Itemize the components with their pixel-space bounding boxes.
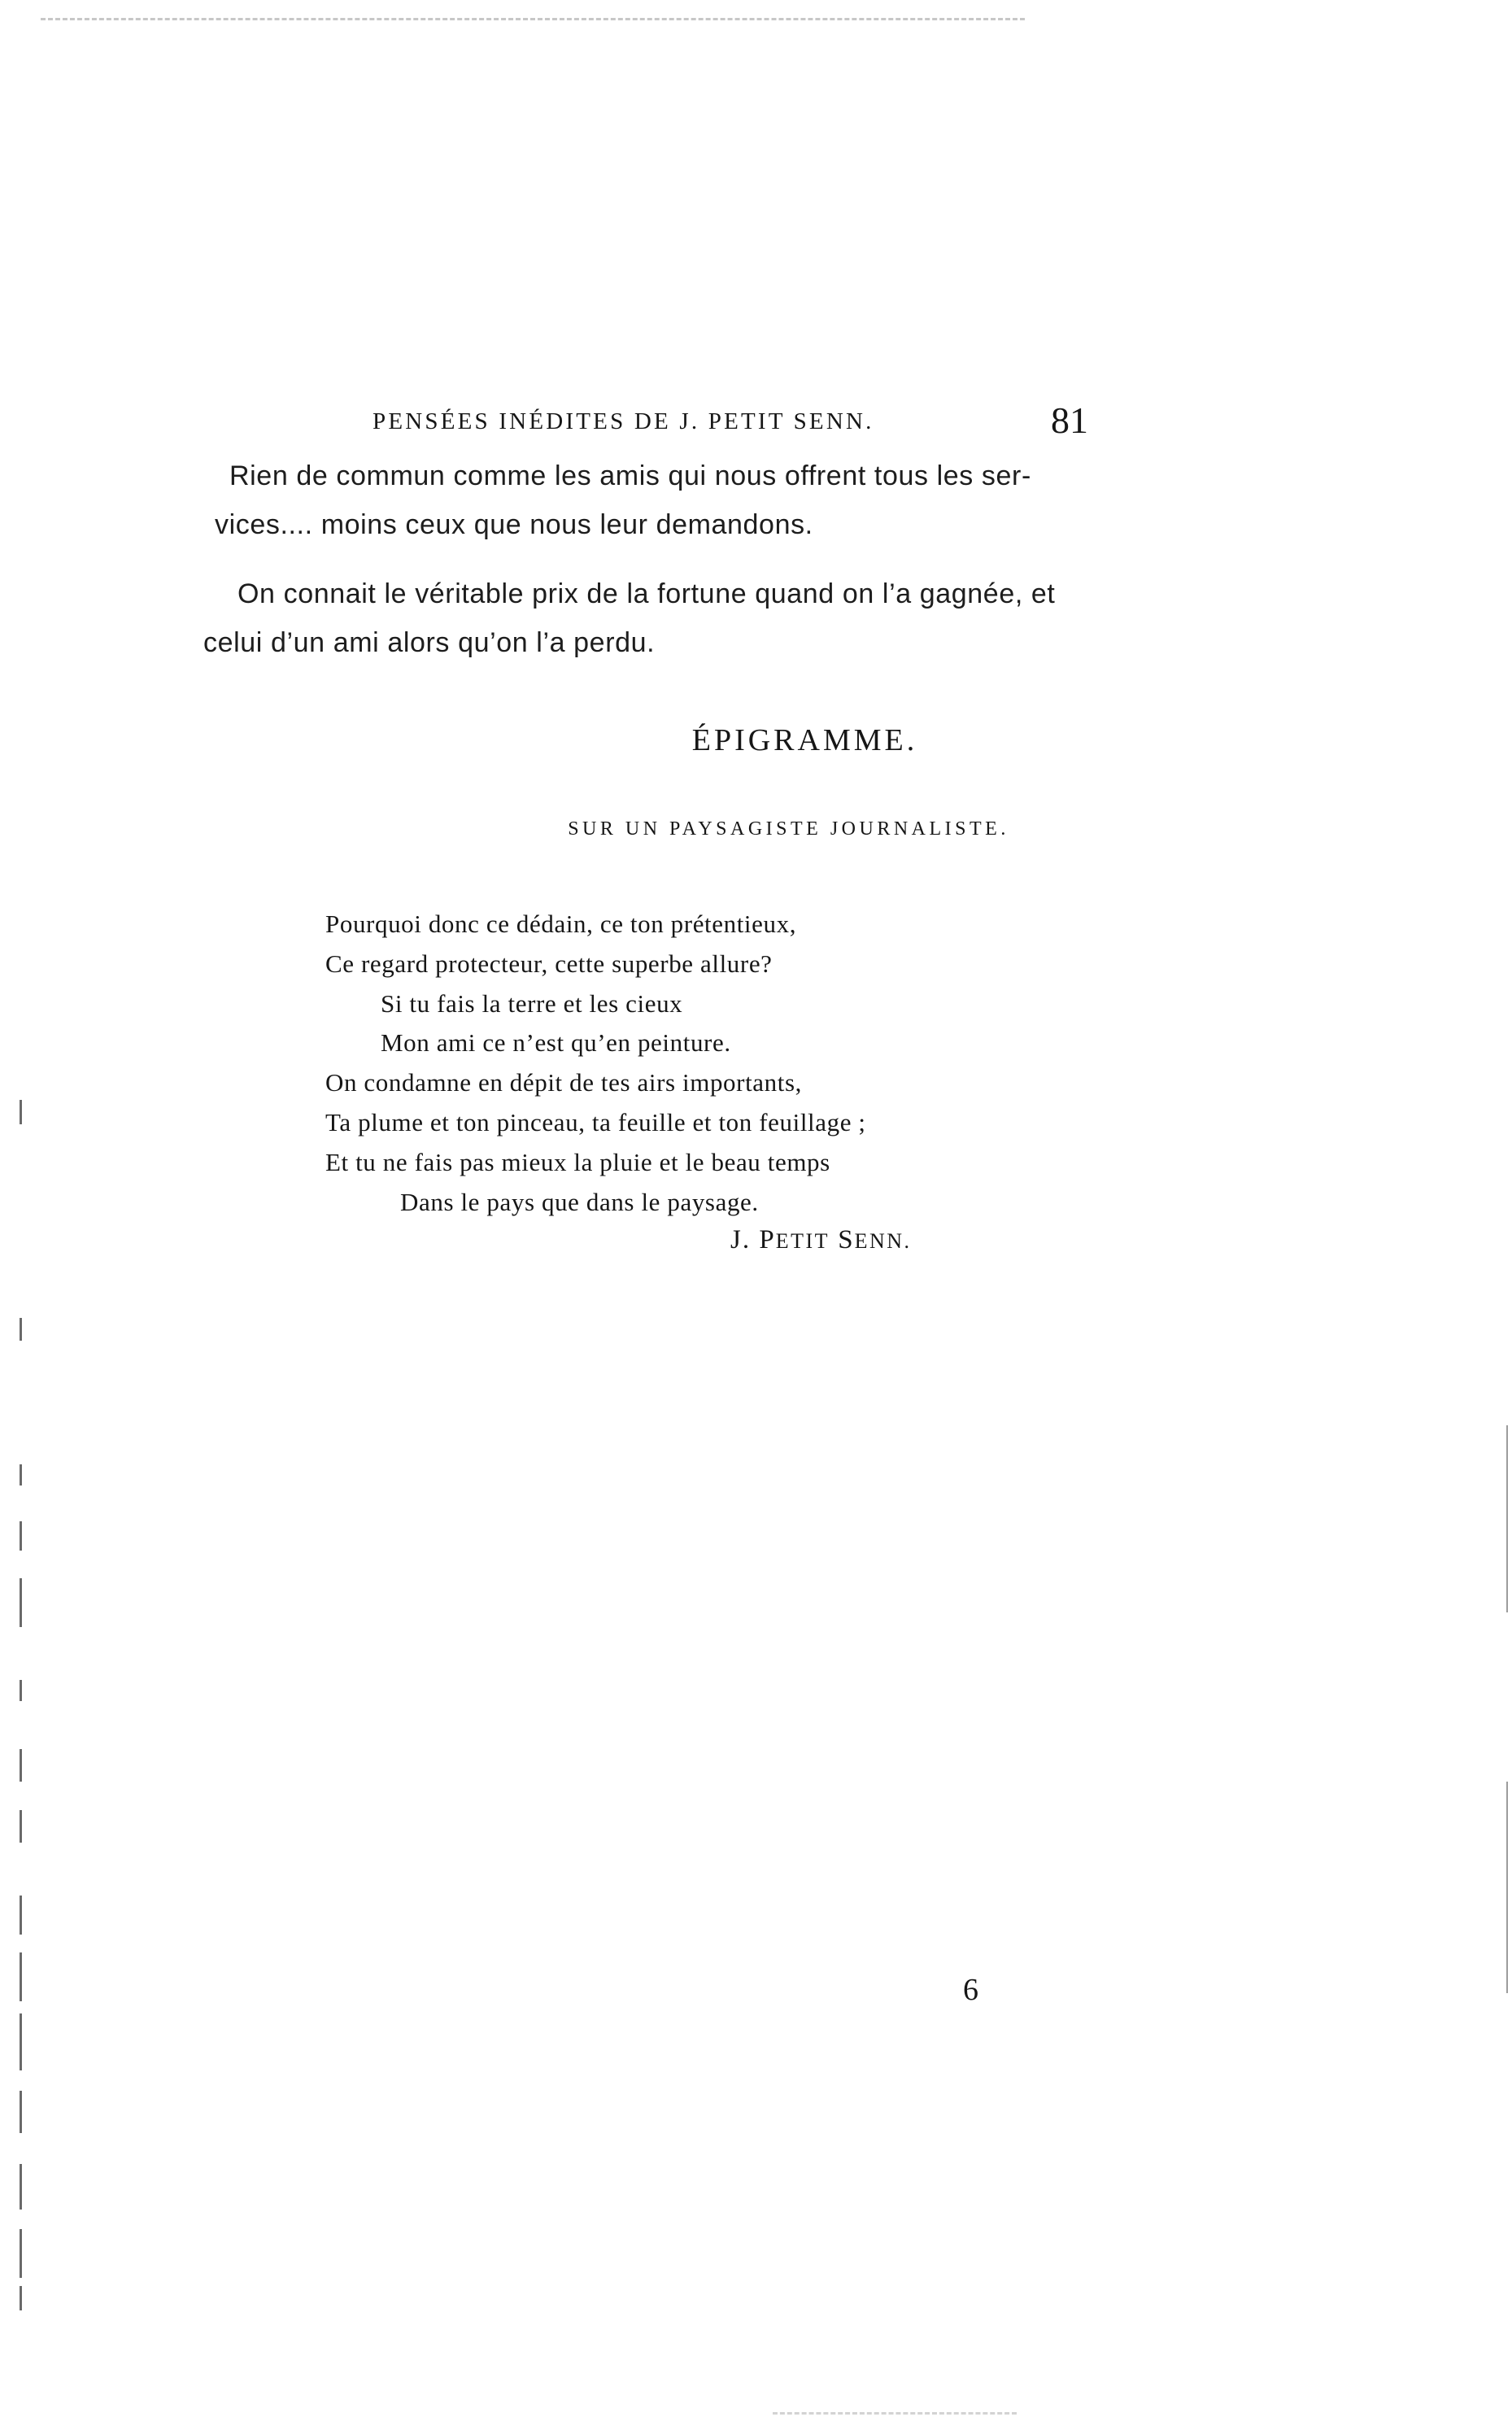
paragraph-line: vices.... moins ceux que nous leur demandons.: [215, 509, 813, 540]
scan-artifact-top-rule: [41, 18, 1025, 20]
scan-artifact-right-mark: [1506, 1782, 1508, 1993]
paragraph-line: celui d’un ami alors qu’on l’a perdu.: [203, 627, 656, 658]
scan-artifact-bottom-rule: [773, 2412, 1017, 2415]
scan-artifact-left-mark: [20, 1680, 22, 1701]
epigram-poem: [325, 905, 1139, 1222]
poem-verse: Dans le pays que dans le paysage.: [400, 1187, 759, 1216]
scan-artifact-left-mark: [20, 1318, 22, 1341]
poem-verse: Pourquoi donc ce dédain, ce ton prétentieux,: [325, 910, 797, 938]
paragraph-fortune: [203, 569, 1055, 667]
paragraph-friends: [215, 452, 1031, 549]
running-head: [373, 399, 1088, 446]
page-number: 81: [1051, 399, 1088, 441]
scan-artifact-left-mark: [20, 1578, 22, 1627]
signature-small-caps: ETIT: [775, 1229, 830, 1253]
signature-initial: J.: [730, 1225, 752, 1254]
scan-artifact-left-mark: [20, 2091, 22, 2133]
scan-artifact-left-mark: [20, 2164, 22, 2210]
scan-artifact-left-mark: [20, 1464, 22, 1485]
scan-artifact-left-mark: [20, 1521, 22, 1551]
scan-artifact-left-mark: [20, 1952, 22, 2001]
signature-small-caps: ENN.: [854, 1229, 912, 1253]
scan-artifact-left-mark: [20, 2013, 22, 2070]
scan-artifact-left-mark: [20, 1896, 22, 1935]
scan-artifact-left-mark: [20, 1749, 22, 1782]
scan-artifact-left-mark: [20, 2229, 22, 2278]
running-head-title: PENSÉES INÉDITES DE J. PETIT SENN.: [373, 408, 874, 434]
poem-verse: Ce regard protecteur, cette superbe allure?: [325, 949, 773, 978]
scan-artifact-left-mark: [20, 1100, 22, 1124]
poem-verse: Mon ami ce n’est qu’en peinture.: [381, 1028, 731, 1058]
scan-artifact-right-mark: [1506, 1425, 1508, 1612]
signature-cap: P: [759, 1225, 776, 1254]
epigram-signature: [730, 1225, 912, 1255]
signature-mark: 6: [963, 1973, 978, 2007]
signature-cap: S: [838, 1225, 855, 1254]
signature-name-first: [759, 1225, 830, 1254]
poem-verse: Ta plume et ton pinceau, ta feuille et ton feuillage ;: [325, 1107, 866, 1136]
epigram-title: ÉPIGRAMME.: [691, 723, 918, 757]
poem-verse: Si tu fais la terre et les cieux: [381, 988, 683, 1018]
paragraph-line: Rien de commun comme les amis qui nous offrent tous les ser-: [229, 460, 1031, 491]
poem-verse: Et tu ne fais pas mieux la pluie et le beau temps: [325, 1147, 830, 1176]
poem-verse: On condamne en dépit de tes airs importants,: [325, 1068, 802, 1097]
epigram-subtitle: SUR UN PAYSAGISTE JOURNALISTE.: [568, 818, 1009, 840]
signature-name-second: [838, 1225, 911, 1254]
scan-artifact-left-mark: [20, 1810, 22, 1843]
scan-artifact-left-mark: [20, 2286, 22, 2310]
paragraph-line: On connait le véritable prix de la fortune quand on l’a gagnée, et: [237, 578, 1056, 609]
